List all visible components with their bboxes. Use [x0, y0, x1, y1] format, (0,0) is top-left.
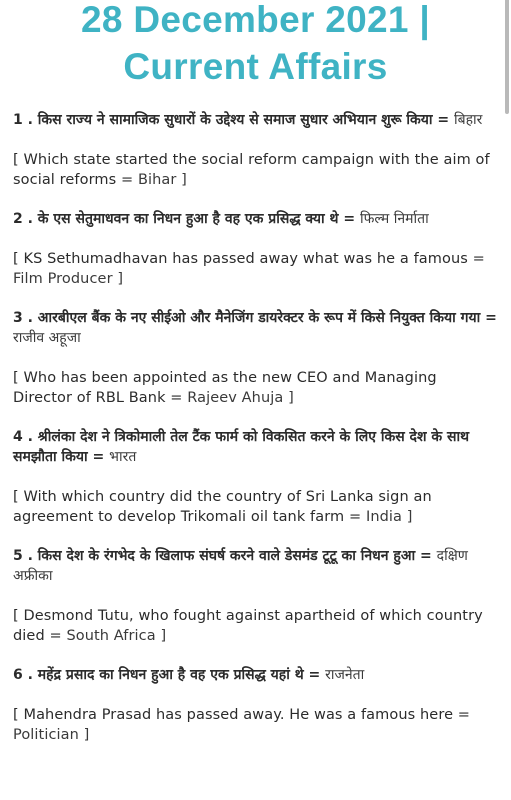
english-question-text: [ KS Sethumadhavan has passed away what was he a famous =: [13, 251, 485, 267]
hindi-question: [13, 546, 499, 586]
list-item: [13, 546, 499, 646]
question-list: [0, 110, 511, 745]
list-item: [13, 110, 499, 190]
hindi-question-text: 1 . किस राज्य ने सामाजिक सुधारों के उद्देश्य से समाज सुधार अभियान शुरू किया =: [13, 112, 454, 128]
hindi-question: [13, 665, 499, 685]
list-item: [13, 209, 499, 289]
hindi-answer: दक्षिण अफ्रीका: [13, 548, 468, 584]
list-item: [13, 427, 499, 527]
list-item: [13, 308, 499, 408]
hindi-question-text: 5 . किस देश के रंगभेद के खिलाफ संघर्ष करने वाले डेसमंड टूटू का निधन हुआ =: [13, 548, 437, 564]
english-question: [13, 368, 499, 408]
hindi-question: [13, 427, 499, 467]
english-question-text: [ Which state started the social reform campaign with the aim of social reforms =: [13, 152, 490, 188]
english-answer: Film Producer ]: [13, 271, 124, 287]
english-question-text: [ Mahendra Prasad has passed away. He was a famous here =: [13, 707, 471, 723]
english-answer: India ]: [365, 509, 413, 525]
hindi-answer: बिहार: [453, 112, 483, 128]
list-item: [13, 665, 499, 745]
hindi-answer: फिल्म निर्माता: [359, 211, 429, 227]
hindi-question-text: 6 . महेंद्र प्रसाद का निधन हुआ है वह एक प्रसिद्ध यहां थे =: [13, 667, 326, 683]
english-question: [13, 705, 499, 745]
title-line-1: 28 December 2021 |: [81, 0, 430, 40]
hindi-question-text: 4 . श्रीलंका देश ने त्रिकोमाली तेल टैंक फार्म को विकसित करने के लिए किस देश के साथ समझौता किया =: [13, 429, 470, 465]
hindi-answer: भारत: [109, 449, 137, 465]
english-question-text: [ Desmond Tutu, who fought against apartheid of which country died =: [13, 608, 483, 644]
hindi-answer: राजनेता: [325, 667, 365, 683]
english-answer: Bihar ]: [137, 172, 187, 188]
hindi-question-text: 3 . आरबीएल बैंक के नए सीईओ और मैनेजिंग डायरेक्टर के रूप में किसे नियुक्त किया गया =: [13, 310, 497, 326]
hindi-answer: राजीव अहूजा: [13, 330, 81, 346]
hindi-question: [13, 209, 499, 229]
english-question: [13, 606, 499, 646]
page-title: [0, 0, 511, 90]
english-answer: Politician ]: [13, 727, 90, 743]
english-answer: South Africa ]: [66, 628, 167, 644]
scrollbar[interactable]: [505, 0, 509, 114]
hindi-question: [13, 308, 499, 348]
english-question-text: [ With which country did the country of Sri Lanka sign an agreement to develop Trikomali oil tank farm =: [13, 489, 432, 525]
english-question: [13, 487, 499, 527]
english-question: [13, 150, 499, 190]
english-question: [13, 249, 499, 289]
hindi-question: [13, 110, 499, 130]
english-question-text: [ Who has been appointed as the new CEO and Managing Director of RBL Bank =: [13, 370, 437, 406]
title-line-2: Current Affairs: [123, 46, 388, 87]
english-answer: Rajeev Ahuja ]: [187, 390, 294, 406]
hindi-question-text: 2 . के एस सेतुमाधवन का निधन हुआ है वह एक प्रसिद्ध क्या थे =: [13, 211, 360, 227]
